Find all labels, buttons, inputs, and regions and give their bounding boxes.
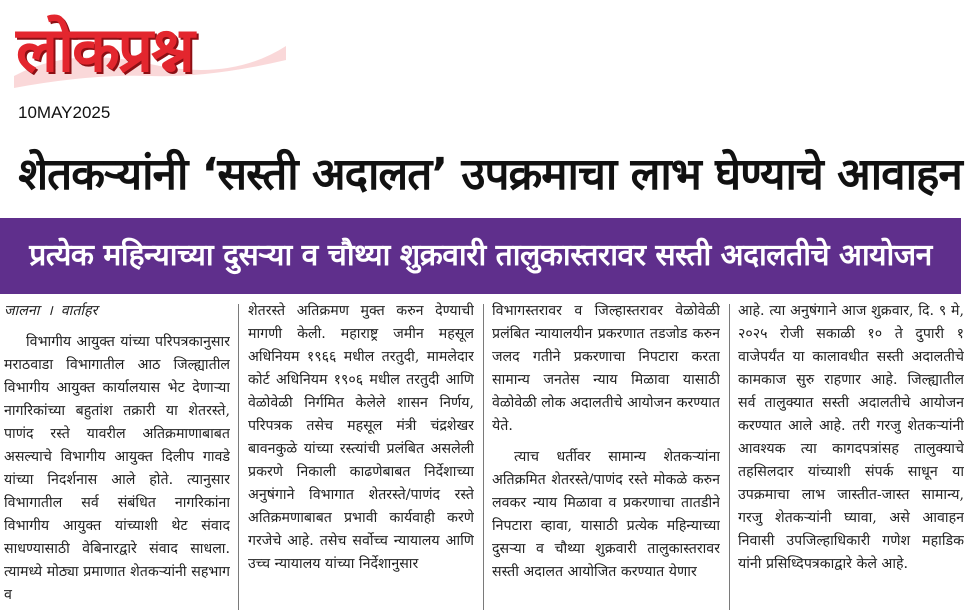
logo-wordmark: लोकप्रश्न: [16, 13, 193, 86]
column-divider: [729, 304, 730, 610]
byline: [4, 300, 230, 323]
column-paragraph: विभागस्तरावर व जिल्हास्तरावर वेळोवेळी प्रलंबित न्यायालयीन प्रकरणात तडजोड करुन जलद गतीने प्रकरणाचा निपटारा करता सामान्य जनतेस न्याय मिळावा यासाठी वेळोवेळी लोक अदालतीचे आयोजन करण्यात येते.: [492, 303, 720, 434]
column-paragraph: त्याच धर्तीवर सामान्य शेतकऱ्यांना अतिक्रमित शेतरस्ते/पाणंद रस्ते मोकळे करुन लवकर न्याय मिळावा व प्रकरणाचा तातडीने निपटारा व्हावा, यासाठी प्रत्येक महिन्याच्या दुसऱ्या व चौथ्या शुक्रवारी तालुकास्तरावर सस्ती अदालत आयोजित करण्यात येणार: [492, 449, 720, 580]
byline-separator: ।: [47, 303, 53, 319]
article-subheadline: प्रत्येक महिन्याच्या दुसऱ्या व चौथ्या शुक्रवारी तालुकास्तरावर सस्ती अदालतीचे आयोजन: [29, 238, 932, 273]
article-column-4: [738, 300, 964, 612]
masthead-logo: [10, 6, 290, 98]
article-column-3: [492, 300, 720, 612]
column-divider: [483, 304, 484, 610]
edition-date: 10MAY2025: [18, 103, 111, 122]
byline-place: जालना: [4, 303, 40, 319]
byline-source: वार्ताहर: [60, 303, 98, 319]
subheadline-band: [0, 218, 961, 294]
column-divider: [238, 304, 239, 610]
column-paragraph: शेतरस्ते अतिक्रमण मुक्त करुन देण्याची मागणी केली. महाराष्ट्र जमीन महसूल अधिनियम १९६६ मधील तरतुदी, मामलेदार कोर्ट अधिनियम १९०६ मधील तरतुदी आणि वेळोवेळी निर्गमित केलेले शासन निर्णय, परिपत्रक तसेच महसूल मंत्री चंद्रशेखर बावनकुळे यांच्या रस्त्यांची प्रलंबित असलेली प्रकरणे निकाली काढणेबाबत निर्देशाच्या अनुषंगाने विभागात शेतरस्ते/पाणंद रस्ते अतिक्रमणाबाबत प्रभावी कार्यवाही करणे गरजेचे आहे. तसेच सर्वोच्च न्यायालय आणि उच्च न्यायालय यांच्या निर्देशानुसार: [248, 303, 474, 572]
article-headline: शेतकऱ्यांनी ‘सस्ती अदालत’ उपक्रमाचा लाभ घेण्याचे आवाहन: [18, 149, 962, 200]
column-paragraph: आहे. त्या अनुषंगाने आज शुक्रवार, दि. ९ मे, २०२५ रोजी सकाळी १० ते दुपारी १ वाजेपर्यंत या कालावधीत सस्ती अदालतीचे कामकाज सुरु राहणार आहे. जिल्ह्यातील सर्व तालुक्यात सस्ती अदालतीचे आयोजन करण्यात आले आहे. तरी गरजु शेतकऱ्यांनी आवश्यक त्या कागदपत्रांसह तालुक्याचे तहसिलदार यांच्याशी संपर्क साधून या उपक्रमाचा लाभ जास्तीत-जास्त सामान्य, गरजु शेतकऱ्यांनी घ्यावा, असे आवाहन निवासी उपजिल्हाधिकारी गणेश महाडिक यांनी प्रसिध्दिपत्रकाद्वारे केले आहे.: [738, 303, 964, 572]
column-paragraph: विभागीय आयुक्त यांच्या परिपत्रकानुसार मराठवाडा विभागातील आठ जिल्ह्यातील विभागीय आयुक्त कार्यालयास भेट देणाऱ्या नागरिकांच्या बहुतांश तक्रारी या शेतरस्ते, पाणंद रस्ते यावरील अतिक्रमाणाबाबत असल्याचे विभागीय आयुक्त दिलीप गावडे यांच्या निदर्शनास आले होते. त्यानुसार विभागातील सर्व संबंधित नागरिकांना विभागीय आयुक्त यांच्याशी थेट संवाद साधण्यासाठी वेबिनारद्वारे संवाद साधला. त्यामध्ये मोठ्या प्रमाणात शेतकऱ्यांनी सहभाग व: [4, 334, 230, 603]
article-column-2: [248, 300, 474, 612]
article-column-1: [4, 300, 230, 612]
